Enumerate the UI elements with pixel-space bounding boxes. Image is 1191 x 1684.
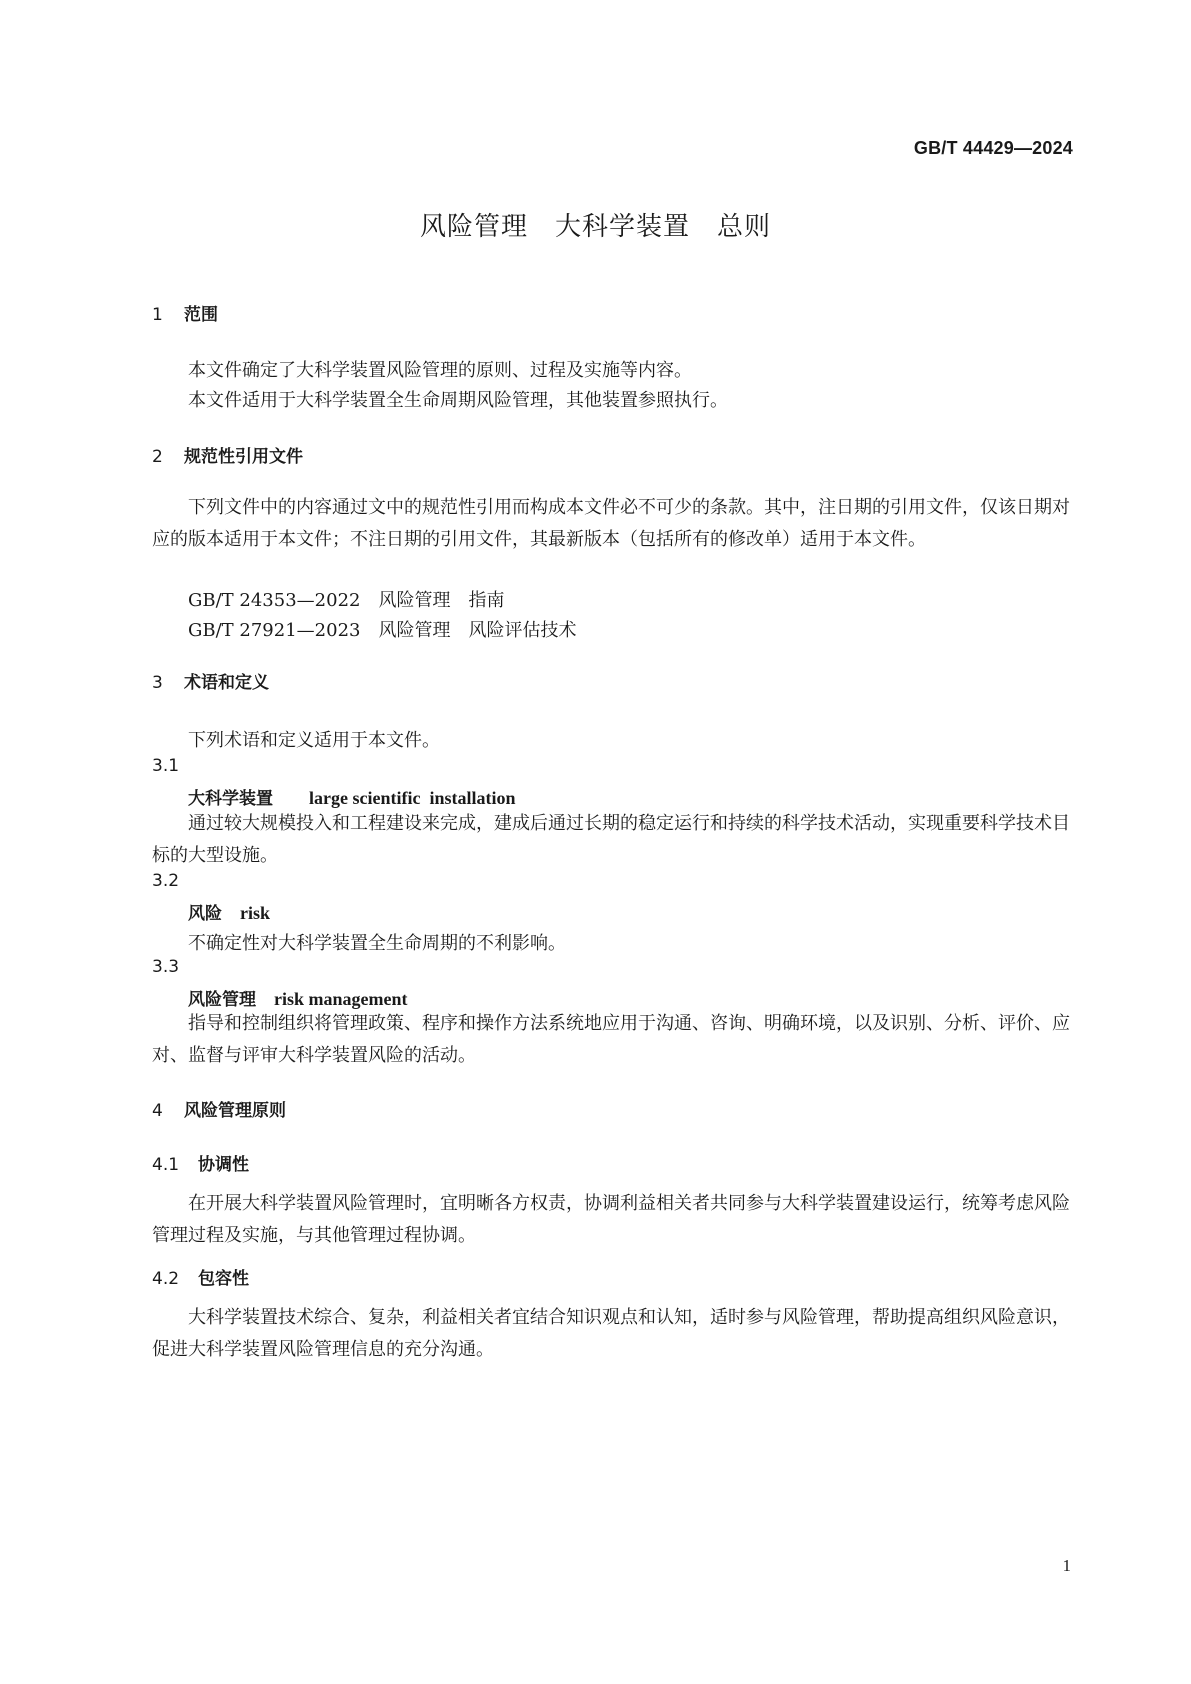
term-definition: 通过较大规模投入和工程建设来完成，建成后通过长期的稳定运行和持续的科学技术活动，实现重要科学技术目标的大型设施。 [152,813,1070,866]
section-4-1-heading [152,1150,249,1175]
term-number: 3.1 [152,756,180,776]
term-number: 3.3 [152,957,180,977]
term-chinese: 大科学装置 [188,789,273,809]
section-title: 包容性 [198,1269,249,1289]
term-entry [188,784,515,809]
term-entry [188,899,270,924]
section-4-1-paragraph: 在开展大科学装置风险管理时，宜明晰各方权责，协调利益相关者共同参与大科学装置建设运行，统筹考虑风险管理过程及实施，与其他管理过程协调。 [152,1193,1070,1246]
section-title: 规范性引用文件 [184,447,303,467]
section-1-heading [152,300,218,325]
section-3-heading [152,668,269,693]
section-1-paragraph-1: 本文件确定了大科学装置风险管理的原则、过程及实施等内容。 [188,360,692,381]
term-number: 3.2 [152,871,180,891]
section-4-heading [152,1096,286,1121]
section-number: 3 [152,673,163,693]
term-chinese: 风险管理 [188,990,256,1010]
term-definition: 指导和控制组织将管理政策、程序和操作方法系统地应用于沟通、咨询、明确环境，以及识别、分析、评价、应对、监督与评审大科学装置风险的活动。 [152,1013,1070,1066]
section-number: 1 [152,305,163,325]
term-chinese: 风险 [188,904,222,924]
page-number: 1 [1062,1556,1071,1575]
section-number: 4.2 [152,1269,180,1289]
document-title: 风险管理 大科学装置 总则 [419,212,771,242]
term-english: risk [240,903,271,923]
section-number: 4 [152,1101,163,1121]
section-title: 术语和定义 [184,673,269,693]
section-title: 协调性 [198,1155,249,1175]
section-3-intro: 下列术语和定义适用于本文件。 [188,730,440,751]
section-number: 2 [152,447,163,467]
normative-reference-2: GB/T 27921—2023 风险管理 风险评估技术 [188,620,577,641]
section-title: 风险管理原则 [184,1101,286,1121]
section-2-heading [152,442,303,467]
normative-reference-1: GB/T 24353—2022 风险管理 指南 [188,590,505,611]
standard-number: GB/T 44429—2024 [913,138,1073,158]
section-4-2-paragraph: 大科学装置技术综合、复杂，利益相关者宜结合知识观点和认知，适时参与风险管理，帮助提高组织风险意识，促进大科学装置风险管理信息的充分沟通。 [152,1307,1070,1360]
section-4-2-heading [152,1264,249,1289]
section-number: 4.1 [152,1155,180,1175]
section-2-paragraph: 下列文件中的内容通过文中的规范性引用而构成本文件必不可少的条款。其中，注日期的引用文件，仅该日期对应的版本适用于本文件；不注日期的引用文件，其最新版本（包括所有的修改单）适用于本文件。 [152,497,1070,550]
term-definition: 不确定性对大科学装置全生命周期的不利影响。 [188,933,566,954]
term-english: risk management [274,989,408,1009]
section-1-paragraph-2: 本文件适用于大科学装置全生命周期风险管理，其他装置参照执行。 [188,390,728,411]
term-entry [188,985,408,1010]
section-title: 范围 [184,305,218,325]
term-english: large scientific installation [309,788,516,808]
